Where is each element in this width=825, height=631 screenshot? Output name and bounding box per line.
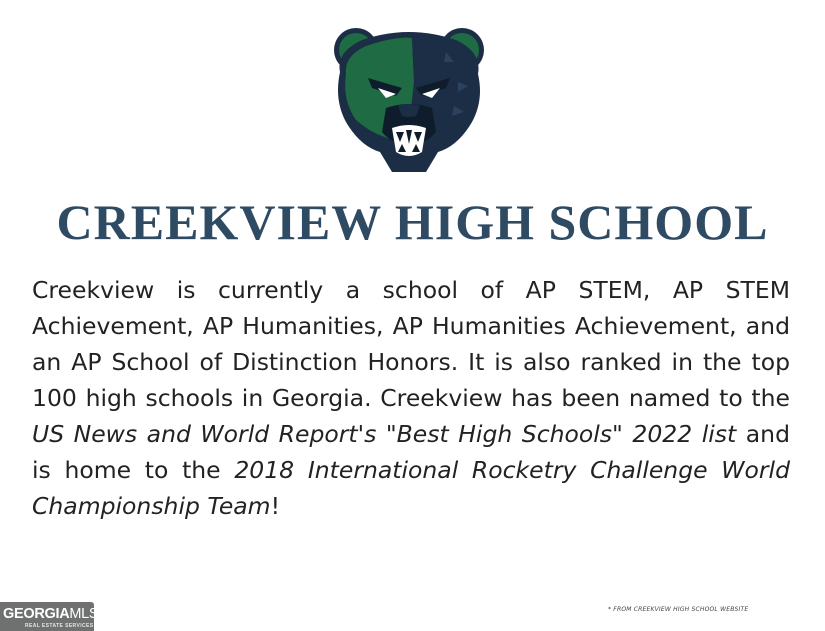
watermark-brand [3,606,98,622]
page-title: CREEKVIEW HIGH SCHOOL [56,194,769,250]
description-text-1: Creekview is currently a school of AP STEM, AP STEM Achievement, AP Humanities, AP Humanities Achievement, and an AP School of Distinction Honors. It is also ranked in the top 100 high schools in Georgia. Creekview has been named to the [32,276,790,412]
description-paragraph [32,272,790,524]
description-text-3: and is home to the [32,420,790,484]
georgia-mls-watermark [0,602,99,631]
watermark-brand-left: GEORGIA [3,606,70,622]
source-footnote: * FROM CREEKVIEW HIGH SCHOOL WEBSITE [608,606,749,613]
description-text-4-italic: 2018 International Rocketry Challenge World Championship Team [32,456,790,520]
watermark-tagline: REAL ESTATE SERVICES [25,623,94,629]
description-text-5: ! [270,492,280,520]
description-text-2-italic: US News and World Report's "Best High Schools" 2022 list [32,420,737,448]
bear-head-icon [326,22,492,174]
watermark-brand-right: MLS [69,606,99,622]
bear-logo [326,22,492,174]
